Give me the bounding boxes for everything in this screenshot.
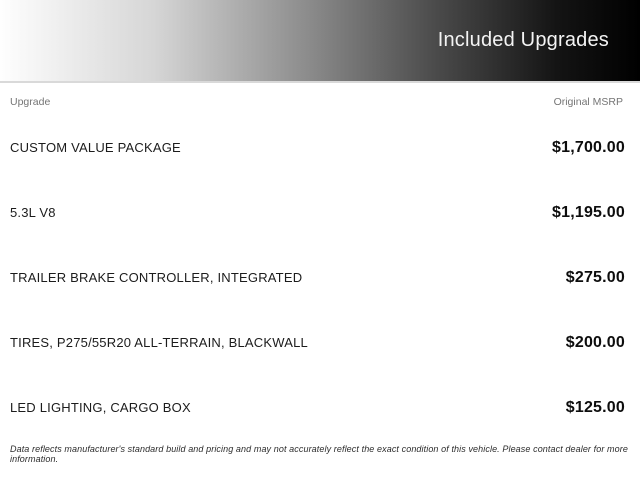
upgrade-name: 5.3L V8 [10, 205, 56, 220]
page-title: Included Upgrades [437, 29, 609, 51]
disclaimer-text: Data reflects manufacturer's standard build and pricing and may not accurately reflect the exact condition of this vehicle. Please contact dealer for more information. [10, 444, 628, 464]
table-row [0, 375, 640, 440]
upgrade-price: $1,700.00 [552, 138, 625, 156]
column-header-upgrade: Upgrade [10, 96, 51, 108]
upgrade-name: TIRES, P275/55R20 ALL-TERRAIN, BLACKWALL [10, 335, 308, 350]
upgrade-price: $125.00 [565, 398, 625, 416]
upgrade-price: $1,195.00 [552, 203, 625, 221]
column-header-msrp: Original MSRP [553, 96, 623, 108]
upgrade-price: $200.00 [565, 333, 625, 351]
table-row [0, 245, 640, 310]
table-row [0, 310, 640, 375]
table-row [0, 180, 640, 245]
upgrade-name: CUSTOM VALUE PACKAGE [10, 140, 181, 155]
upgrade-list [0, 115, 640, 440]
upgrade-name: TRAILER BRAKE CONTROLLER, INTEGRATED [10, 270, 303, 285]
upgrade-price: $275.00 [565, 268, 625, 286]
upgrade-name: LED LIGHTING, CARGO BOX [10, 400, 191, 415]
column-header-row [0, 83, 640, 108]
gradient-banner [0, 0, 640, 83]
table-row [0, 115, 640, 180]
